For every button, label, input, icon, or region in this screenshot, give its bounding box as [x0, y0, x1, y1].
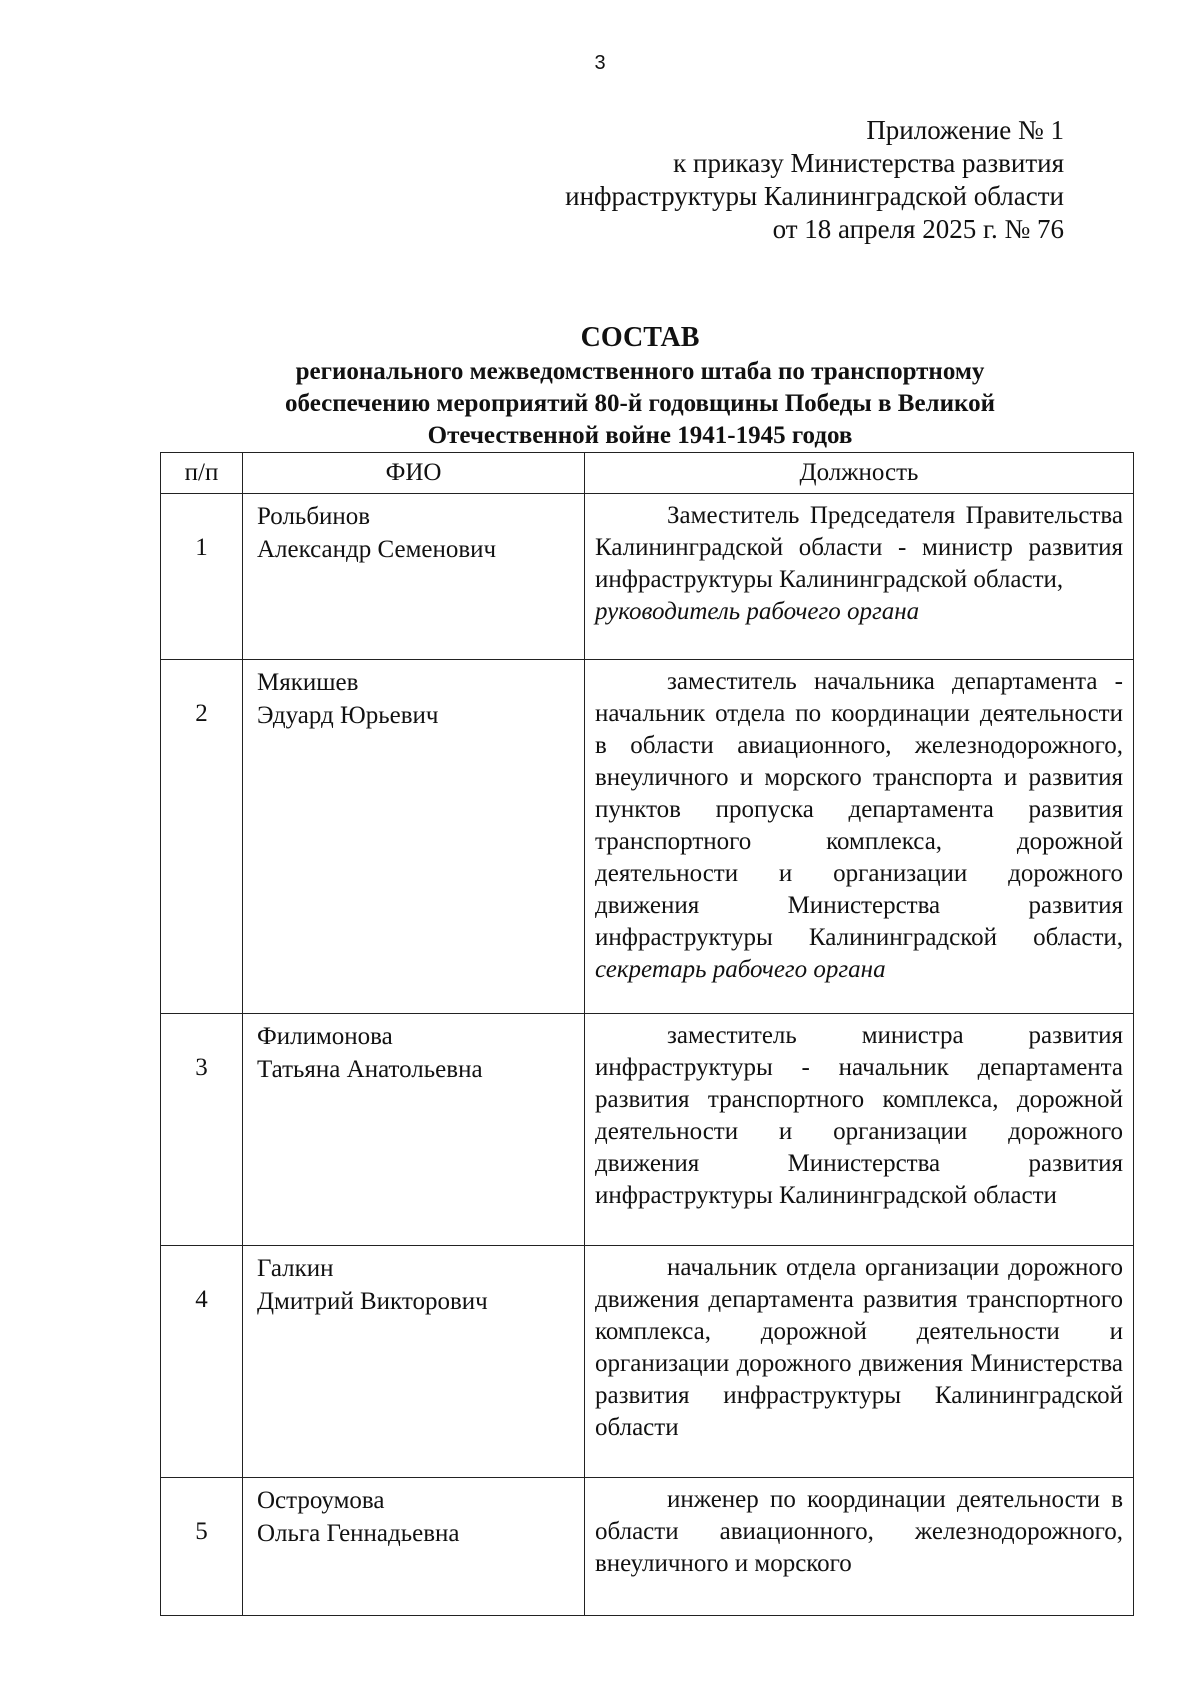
- appendix-line-3: инфраструктуры Калининградской области: [565, 181, 1064, 211]
- given-names: Дмитрий Викторович: [257, 1288, 488, 1315]
- surname: Галкин: [257, 1255, 334, 1282]
- given-names: Александр Семенович: [257, 536, 497, 563]
- title-sub-line-3: Отечественной войне 1941-1945 годов: [427, 422, 853, 449]
- position-text: Заместитель Председателя Правительства Калининградской области - министр развития инфраструктуры Калининградской области,: [595, 502, 1123, 593]
- page-number: 3: [594, 52, 606, 74]
- surname: Мякишев: [257, 669, 359, 696]
- given-names: Татьяна Анатольевна: [257, 1056, 483, 1083]
- position-cell: [585, 1246, 1134, 1478]
- row-number: 1: [161, 494, 243, 660]
- position-text: заместитель начальника департамента - начальник отдела по координации деятельности в области авиационного, железнодорожного, внеуличного и морского транспорта и развития пунктов пропуска департамента развития транспортного комплекса, дорожной деятельности и организации дорожного движения Министерства развития инфраструктуры Калининградской области,: [595, 668, 1123, 951]
- position-cell: [585, 494, 1134, 660]
- table-row: [161, 494, 1134, 660]
- position-text: начальник отдела организации дорожного движения департамента развития транспортного комплекса, дорожной деятельности и организации дорожного движения Министерства развития инфраструктуры Калининградской области: [595, 1254, 1123, 1441]
- appendix-header: [565, 114, 1064, 246]
- position-cell: [585, 660, 1134, 1014]
- position-cell: [585, 1014, 1134, 1246]
- surname: Рольбинов: [257, 503, 371, 530]
- table-row: [161, 1246, 1134, 1478]
- header-name: ФИО: [243, 453, 585, 494]
- appendix-line-4: от 18 апреля 2025 г. № 76: [772, 214, 1064, 244]
- title-main: СОСТАВ: [580, 322, 700, 353]
- staff-table: [160, 452, 1134, 1616]
- appendix-line-1: Приложение № 1: [866, 115, 1064, 145]
- appendix-line-2: к приказу Министерства развития: [673, 148, 1064, 178]
- person-name: [243, 1246, 585, 1478]
- document-title: [225, 322, 1055, 452]
- title-sub-line-2: обеспечению мероприятий 80-й годовщины Победы в Великой: [285, 390, 995, 417]
- header-position: Должность: [585, 453, 1134, 494]
- given-names: Ольга Геннадьевна: [257, 1520, 460, 1547]
- person-name: [243, 1478, 585, 1616]
- title-sub-line-1: регионального межведомственного штаба по транспортному: [295, 358, 985, 385]
- position-text: заместитель министра развития инфраструктуры - начальник департамента развития транспортного комплекса, дорожной деятельности и организации дорожного движения Министерства развития инфраструктуры Калининградской области: [595, 1022, 1123, 1209]
- row-number: 4: [161, 1246, 243, 1478]
- given-names: Эдуард Юрьевич: [257, 702, 439, 729]
- row-number: 5: [161, 1478, 243, 1616]
- table-row: [161, 1014, 1134, 1246]
- table-row: [161, 1478, 1134, 1616]
- table-header-row: [161, 453, 1134, 494]
- role-text: секретарь рабочего органа: [595, 956, 886, 983]
- surname: Филимонова: [257, 1023, 393, 1050]
- person-name: [243, 494, 585, 660]
- role-text: руководитель рабочего органа: [595, 598, 920, 625]
- row-number: 3: [161, 1014, 243, 1246]
- table-row: [161, 660, 1134, 1014]
- header-num: п/п: [161, 453, 243, 494]
- position-text: инженер по координации деятельности в области авиационного, железнодорожного, внеуличного и морского: [595, 1486, 1123, 1577]
- position-cell: [585, 1478, 1134, 1616]
- person-name: [243, 660, 585, 1014]
- row-number: 2: [161, 660, 243, 1014]
- person-name: [243, 1014, 585, 1246]
- surname: Остроумова: [257, 1487, 385, 1514]
